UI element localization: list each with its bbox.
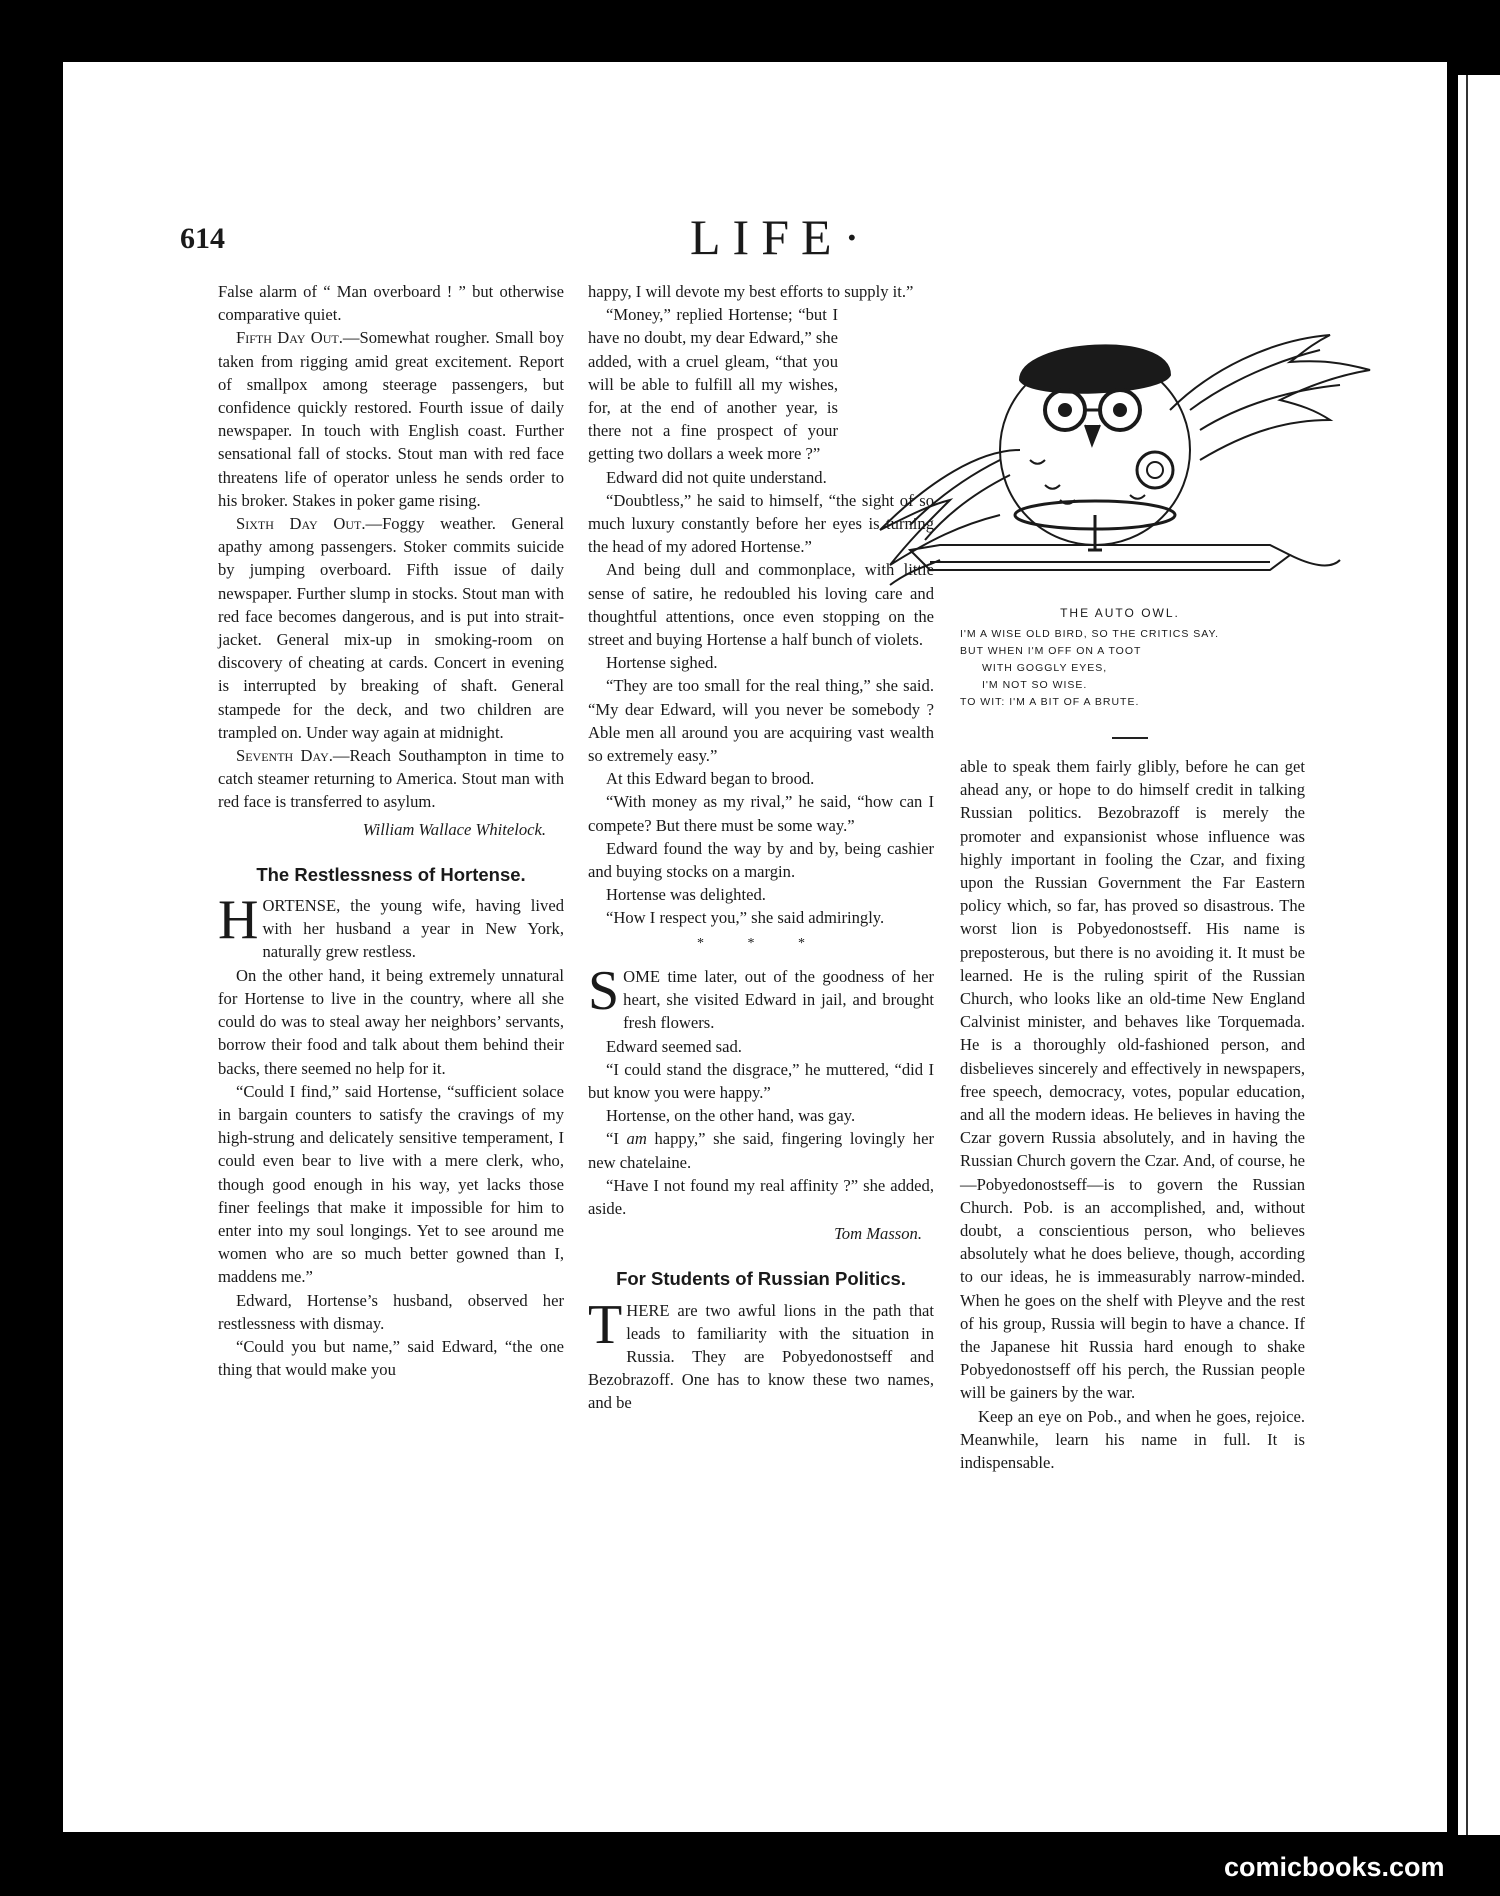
caption-line: TO WIT: I'M A BIT OF A BRUTE. xyxy=(960,696,1140,708)
paragraph: “How I respect you,” she said admiringly. xyxy=(606,908,885,928)
page-number: 614 xyxy=(180,222,225,255)
caption-line: WITH GOGGLY EYES, xyxy=(982,662,1108,674)
paragraph: At this Edward began to brood. xyxy=(606,769,815,789)
paragraph-text: happy,” she said, fingering lovingly her new chatelaine. xyxy=(588,1129,934,1172)
paragraph: “Could you but name,” said Edward, “the one thing that would make you xyxy=(218,1336,564,1380)
paragraph: Hortense sighed. xyxy=(606,653,718,673)
column-1 xyxy=(218,280,564,1381)
paragraph: “I could stand the disgrace,” he muttered, “did I but know you were happy.” xyxy=(588,1059,934,1102)
paragraph: And being dull and commonplace, with little sense of satire, he redoubled his loving care and thoughtful attentions, once even stopping on the street and buying Hortense a half bunch of violets. xyxy=(588,560,934,650)
paragraph: “Have I not found my real affinity ?” she added, aside. xyxy=(588,1175,934,1218)
paragraph: “Could I find,” said Hortense, “sufficient solace in bargain counters to satisfy the cravings of my high-strung and delicately sensitive temperament, I could even bear to live with a mere clerk, who, though good enough in his way, yet lacks those finer feelings that make it impossible for him to enter into my soul longings. Yet to see around me women who are so much better gowned than I, maddens me.” xyxy=(218,1081,564,1287)
article-heading: The Restlessness of Hortense. xyxy=(256,863,526,885)
paragraph: able to speak them fairly glibly, before he can get ahead any, or hope to do himself credit in talking Russian politics. Bezobrazoff is merely the promoter and expansionist whose influence was highly important in fooling the Czar, and fixing upon the Russian Government the Far Eastern policy which, so far, has proved so disastrous. The worst lion is Pobyedonostseff. His name is preposterous, but there is no avoiding it. It must be learned. He is the ruling spirit of the Russian Church, who looks like an old-time New England Calvinist minister, and behaves like Torquemada. He is a thoroughly old-fashioned person, and disbelieves sincerely and effectively in newspapers, free speech, democracy, votes, popular education, and all the modern ideas. He believes in having the Czar govern Russia absolutely, and in having the Russian Church govern the Czar. And, of course, he—Pobyedonostseff—is to govern the Russian Church. Pob. is an accomplished, and, without doubt, a conscientious person, who believes absolutely what he does believe, though, according to our ideas, he is immeasurably narrow-minded. When he goes on the shelf with Pleyve and the rest of his group, Russia will begin to have a chance. If the Japanese hit Russia hard enough to shake Pobyedonostseff off his perch, the Russian people will be gainers by the war. xyxy=(960,757,1305,1403)
author-signature: Tom Masson. xyxy=(834,1224,922,1244)
paragraph xyxy=(218,326,564,512)
paragraph-text: HERE are two awful lions in the path that leads to familiarity with the situation in Russia. They are Pobyedonostseff and Bezobrazoff. One has to know these two names, and be xyxy=(588,1300,934,1413)
paragraph: “Money,” replied Hortense; “but I have no doubt, my dear Edward,” she added, with a cruel gleam, “that you will be able to fulfill all my wishes, for, at the end of another year, is there not a fine prospect of your getting two dollars a week more ?” xyxy=(588,305,838,464)
paragraph-text: OME time later, out of the goodness of her heart, she visited Edward in jail, and brought fresh flowers. xyxy=(623,966,934,1033)
paragraph xyxy=(588,959,934,1035)
paragraph: Keep an eye on Pob., and when he goes, rejoice. Meanwhile, learn his name in full. It is indispensable. xyxy=(960,1406,1305,1473)
paragraph xyxy=(218,889,564,964)
drop-cap: H xyxy=(218,889,259,952)
facing-page-edge xyxy=(1458,75,1500,1835)
column-3 xyxy=(960,755,1305,1474)
paragraph: Edward found the way by and by, being cashier and buying stocks on a margin. xyxy=(588,838,934,882)
paragraph: Edward seemed sad. xyxy=(606,1036,742,1056)
paragraph: happy, I will devote my best efforts to supply it.” xyxy=(588,282,914,301)
paragraph-text: “I xyxy=(606,1129,627,1149)
paragraph: On the other hand, it being extremely unnatural for Hortense to live in the country, where all she could do was to steal away her neighbors’ servants, borrow their food and talk about them behind their backs, there seemed no help for it. xyxy=(218,965,564,1078)
drop-cap: S xyxy=(588,959,620,1022)
paragraph: “Doubtless,” he said to himself, “the sight of so much luxury constantly before her eyes is turning the head of my adored Hortense.” xyxy=(588,490,934,557)
paragraph-text: ORTENSE, the young wife, having lived with her husband a year in New York, naturally grew restless. xyxy=(262,896,564,962)
caption-line: I'M NOT SO WISE. xyxy=(982,679,1088,691)
paragraph xyxy=(588,1127,934,1173)
day-label: Seventh Day. xyxy=(236,746,333,766)
watermark: comicbooks.com xyxy=(1224,1852,1445,1882)
paragraph xyxy=(218,744,564,814)
auto-owl-illustration xyxy=(870,300,1390,600)
owl-drawing xyxy=(870,300,1390,600)
paragraph: “They are too small for the real thing,” she said. “My dear Edward, will you never be somebody ? Able men all around you are acquiring vast wealth so extremely easy.” xyxy=(588,676,934,766)
paragraph: False alarm of “ Man overboard ! ” but otherwise comparative quiet. xyxy=(218,282,564,325)
caption-line: BUT WHEN I'M OFF ON A TOOT xyxy=(960,645,1142,657)
caption-line: I'M A WISE OLD BIRD, SO THE CRITICS SAY. xyxy=(960,628,1220,640)
page-gutter-line xyxy=(1466,75,1468,1835)
paragraph: Hortense was delighted. xyxy=(606,885,766,905)
caption-rule xyxy=(1112,737,1148,739)
section-break: * * * xyxy=(697,935,825,951)
paragraph: Edward did not quite understand. xyxy=(606,467,827,487)
paragraph: “With money as my rival,” he said, “how can I compete? But there must be some way.” xyxy=(588,792,934,835)
day-text: —Somewhat rougher. Small boy taken from rigging amid great excitement. Report of smallpox among steerage passengers, but confidence quickly restored. Fourth issue of daily newspaper. In touch with English coast. Further sensational fall of stocks. Stout man with red face threatens life of operator unless he sends order to his broker. Stakes in poker game rising. xyxy=(218,328,564,510)
day-text: —Foggy weather. General apathy among passengers. Stoker commits suicide by jumping overboard. Fifth issue of daily newspaper. Further slump in stocks. Stout man with red face becomes dangerous, and is put into strait-jacket. General mix-up in smoking-room on discovery of cheating at cards. Concert in evening is interrupted by breaking of shaft. General stampede for the deck, and two children are trampled on. Under way again at midnight. xyxy=(218,514,564,742)
caption-title: THE AUTO OWL. xyxy=(1060,606,1180,620)
illustration-caption xyxy=(960,605,1280,711)
masthead: LIFE· xyxy=(690,209,873,265)
drop-cap: T xyxy=(588,1293,623,1356)
author-signature: William Wallace Whitelock. xyxy=(362,819,546,839)
article-heading: For Students of Russian Politics. xyxy=(616,1268,906,1290)
paragraph xyxy=(218,512,564,744)
paragraph xyxy=(588,1293,934,1415)
day-label: Fifth Day Out. xyxy=(236,328,343,348)
emphasis: am xyxy=(626,1129,647,1149)
paragraph: Hortense, on the other hand, was gay. xyxy=(606,1106,856,1126)
day-label: Sixth Day Out. xyxy=(236,514,366,534)
paragraph: Edward, Hortense’s husband, observed her restlessness with dismay. xyxy=(218,1290,564,1333)
day-text: —Reach Southampton in time to catch steamer returning to America. Stout man with red face is transferred to asylum. xyxy=(218,746,564,812)
